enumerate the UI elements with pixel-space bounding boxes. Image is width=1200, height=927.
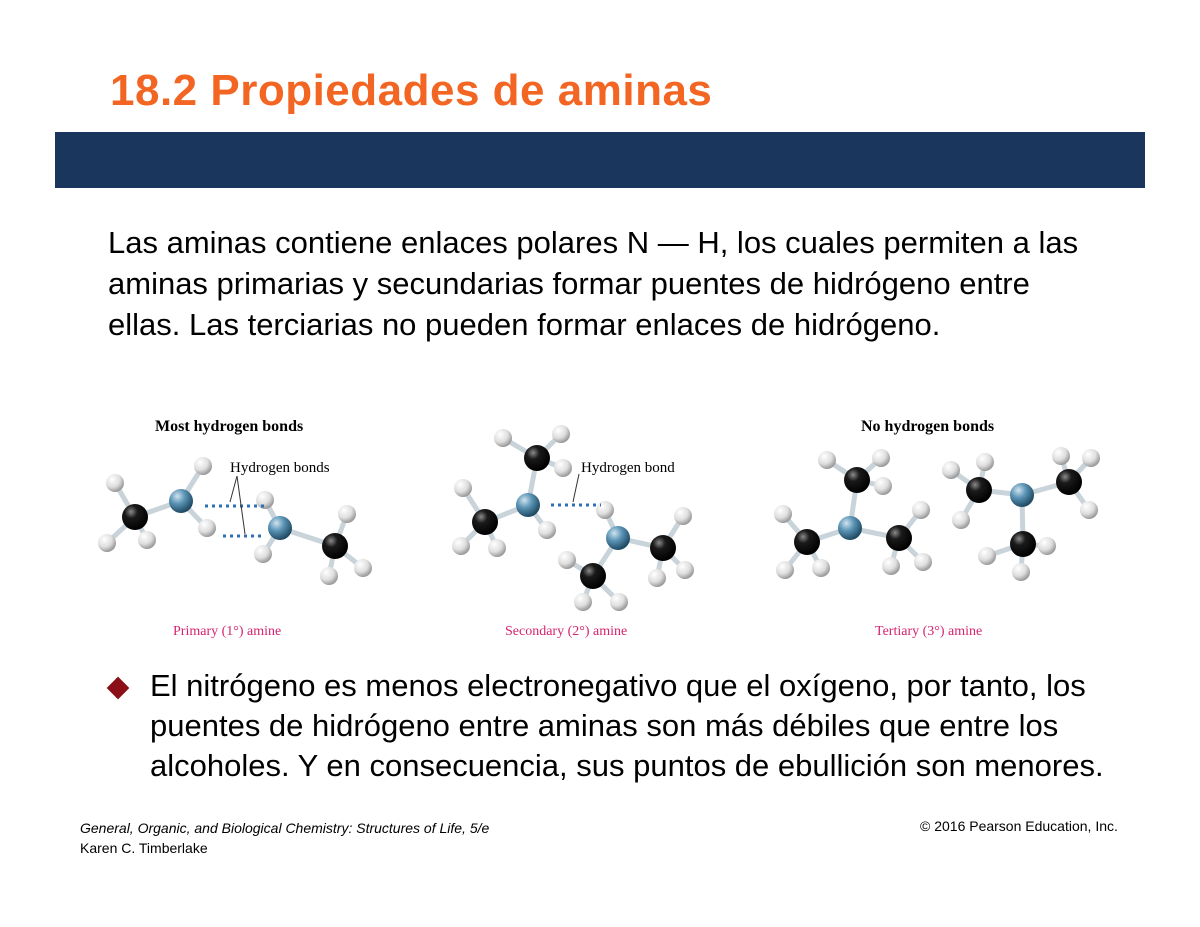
heading-most-hbonds: Most hydrogen bonds [155, 418, 304, 435]
footer-credits [80, 818, 489, 858]
bullet-text: El nitrógeno es menos electronegativo que el oxígeno, por tanto, los puentes de hidrógeno entre aminas son más débiles que entre los alcoholes. Y en consecuencia, sus puntos de ebullición son menores. [150, 668, 1104, 783]
footer-author: Karen C. Timberlake [80, 840, 208, 856]
title-band [55, 132, 1145, 188]
amines-figure [85, 410, 1125, 650]
footer-book-title: General, Organic, and Biological Chemistry: Structures of Life, 5/e [80, 820, 490, 836]
annot-hydrogen-bonds: Hydrogen bonds [230, 460, 330, 476]
diamond-bullet-icon [107, 677, 130, 700]
intro-paragraph: Las aminas contiene enlaces polares N — H, los cuales permiten a las aminas primarias y secundarias formar puentes de hidrógeno entre ellas. Las terciarias no pueden formar enlaces de hidrógeno. [108, 225, 1079, 342]
amine-molecules-illustration [85, 410, 1125, 650]
caption-secondary-amine: Secondary (2°) amine [505, 624, 628, 639]
footer-copyright: © 2016 Pearson Education, Inc. [920, 818, 1118, 834]
slide-title: 18.2 Propiedades de aminas [110, 66, 713, 115]
heading-no-hbonds: No hydrogen bonds [861, 418, 995, 435]
caption-tertiary-amine: Tertiary (3°) amine [875, 624, 983, 639]
caption-primary-amine: Primary (1°) amine [173, 624, 282, 639]
annot-hydrogen-bond: Hydrogen bond [581, 460, 675, 476]
